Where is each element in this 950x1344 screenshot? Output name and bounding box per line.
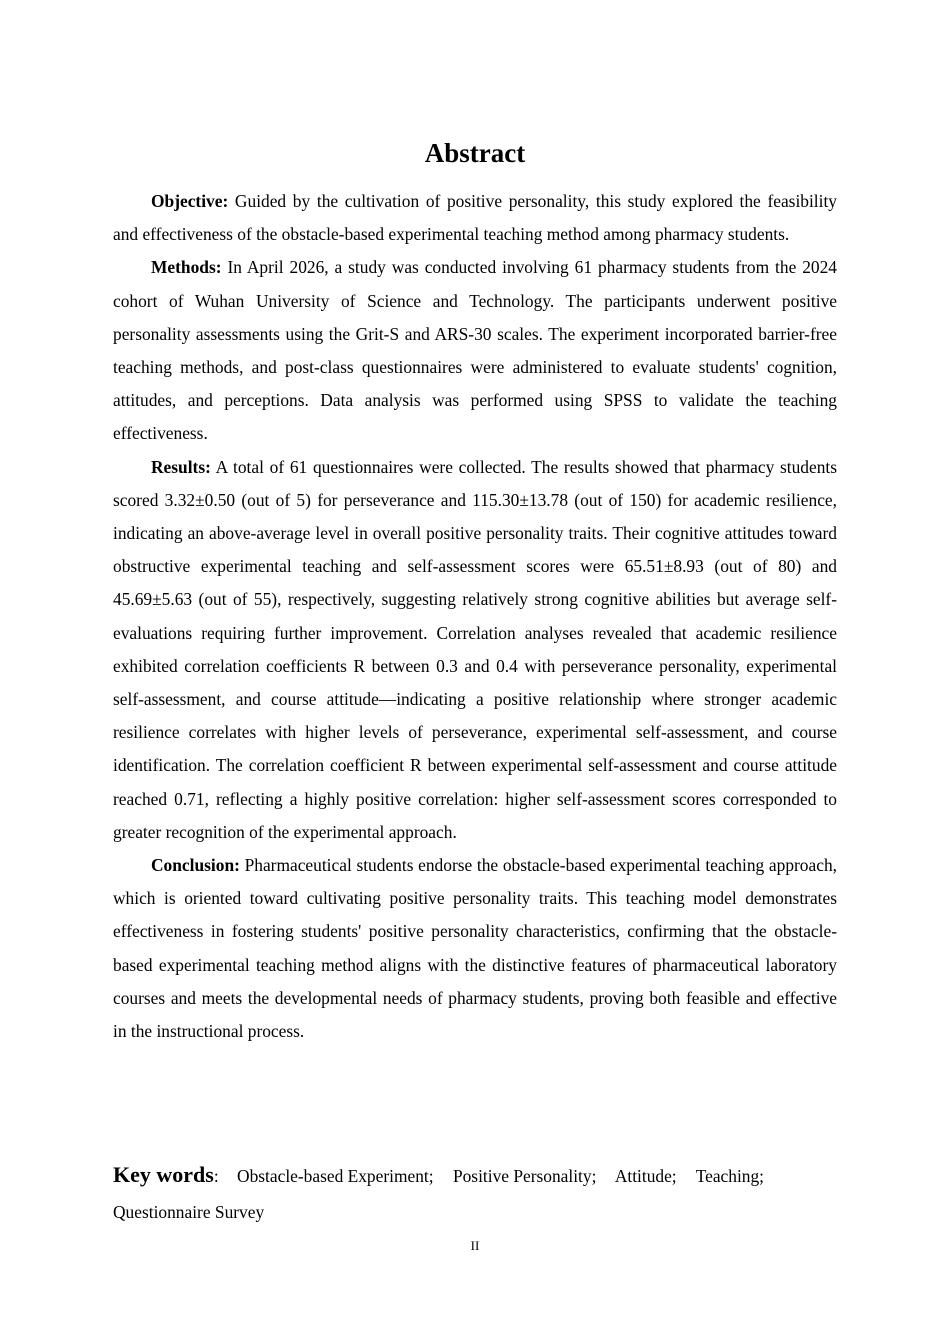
results-text: A total of 61 questionnaires were collected. The results showed that pharmacy students scored 3.32±0.50 (out of 5) for perseverance and 115.30±13.78 (out of 150) for academic resilience, indicating an above-average level in overall positive personality traits. Their cognitive attitudes toward obstructive experimental teaching and self-assessment scores were 65.51±8.93 (out of 80) and 45.69±5.63 (out of 55), respectively, suggesting relatively strong cognitive abilities but average self-evaluations requiring further improvement. Correlation analyses revealed that academic resilience exhibited correlation coefficients R between 0.3 and 0.4 with perseverance personality, experimental self-assessment, and course attitude—indicating a positive relationship where stronger academic resilience correlates with higher levels of perseverance, experimental self-assessment, and course identification. The correlation coefficient R between experimental self-assessment and course attitude reached 0.71, reflecting a highly positive correlation: higher self-assessment scores corresponded to greater recognition of the experimental approach.: [113, 456, 837, 842]
keyword-item: Attitude;: [614, 1166, 677, 1186]
conclusion-heading: Conclusion:: [151, 855, 240, 876]
objective-text: Guided by the cultivation of positive personality, this study explored the feasibility and effectiveness of the obstacle-based experimental teaching method among pharmacy students.: [113, 191, 837, 245]
conclusion-paragraph: [113, 849, 837, 1048]
results-heading: Results:: [151, 456, 211, 477]
abstract-body: [113, 185, 837, 1048]
methods-paragraph: [113, 251, 837, 450]
objective-paragraph: [113, 185, 837, 251]
methods-text: In April 2026, a study was conducted involving 61 pharmacy students from the 2024 cohort of Wuhan University of Science and Technology. The participants underwent positive personality assessments using the Grit-S and ARS-30 scales. The experiment incorporated barrier-free teaching methods, and post-class questionnaires were administered to evaluate students' cognition, attitudes, and perceptions. Data analysis was performed using SPSS to validate the teaching effectiveness.: [113, 257, 837, 444]
keyword-item: Questionnaire Survey: [113, 1202, 265, 1222]
conclusion-text: Pharmaceutical students endorse the obstacle-based experimental teaching approach, which is oriented toward cultivating positive personality traits. This teaching model demonstrates effectiveness in fostering students' positive personality characteristics, confirming that the obstacle-based experimental teaching method aligns with the distinctive features of pharmaceutical laboratory courses and meets the developmental needs of pharmacy students, proving both feasible and effective in the instructional process.: [113, 855, 837, 1042]
page-number: II: [470, 1238, 480, 1253]
keywords-section: [113, 1157, 837, 1230]
results-paragraph: [113, 451, 837, 849]
keywords-label: Key words: [113, 1162, 214, 1187]
objective-heading: Objective:: [151, 191, 229, 211]
methods-heading: Methods:: [151, 257, 222, 278]
keyword-item: Positive Personality;: [452, 1166, 597, 1186]
abstract-title: Abstract: [424, 138, 526, 168]
keywords-colon: :: [213, 1166, 219, 1186]
keyword-item: Obstacle-based Experiment;: [237, 1166, 434, 1186]
keyword-item: Teaching;: [695, 1166, 765, 1186]
